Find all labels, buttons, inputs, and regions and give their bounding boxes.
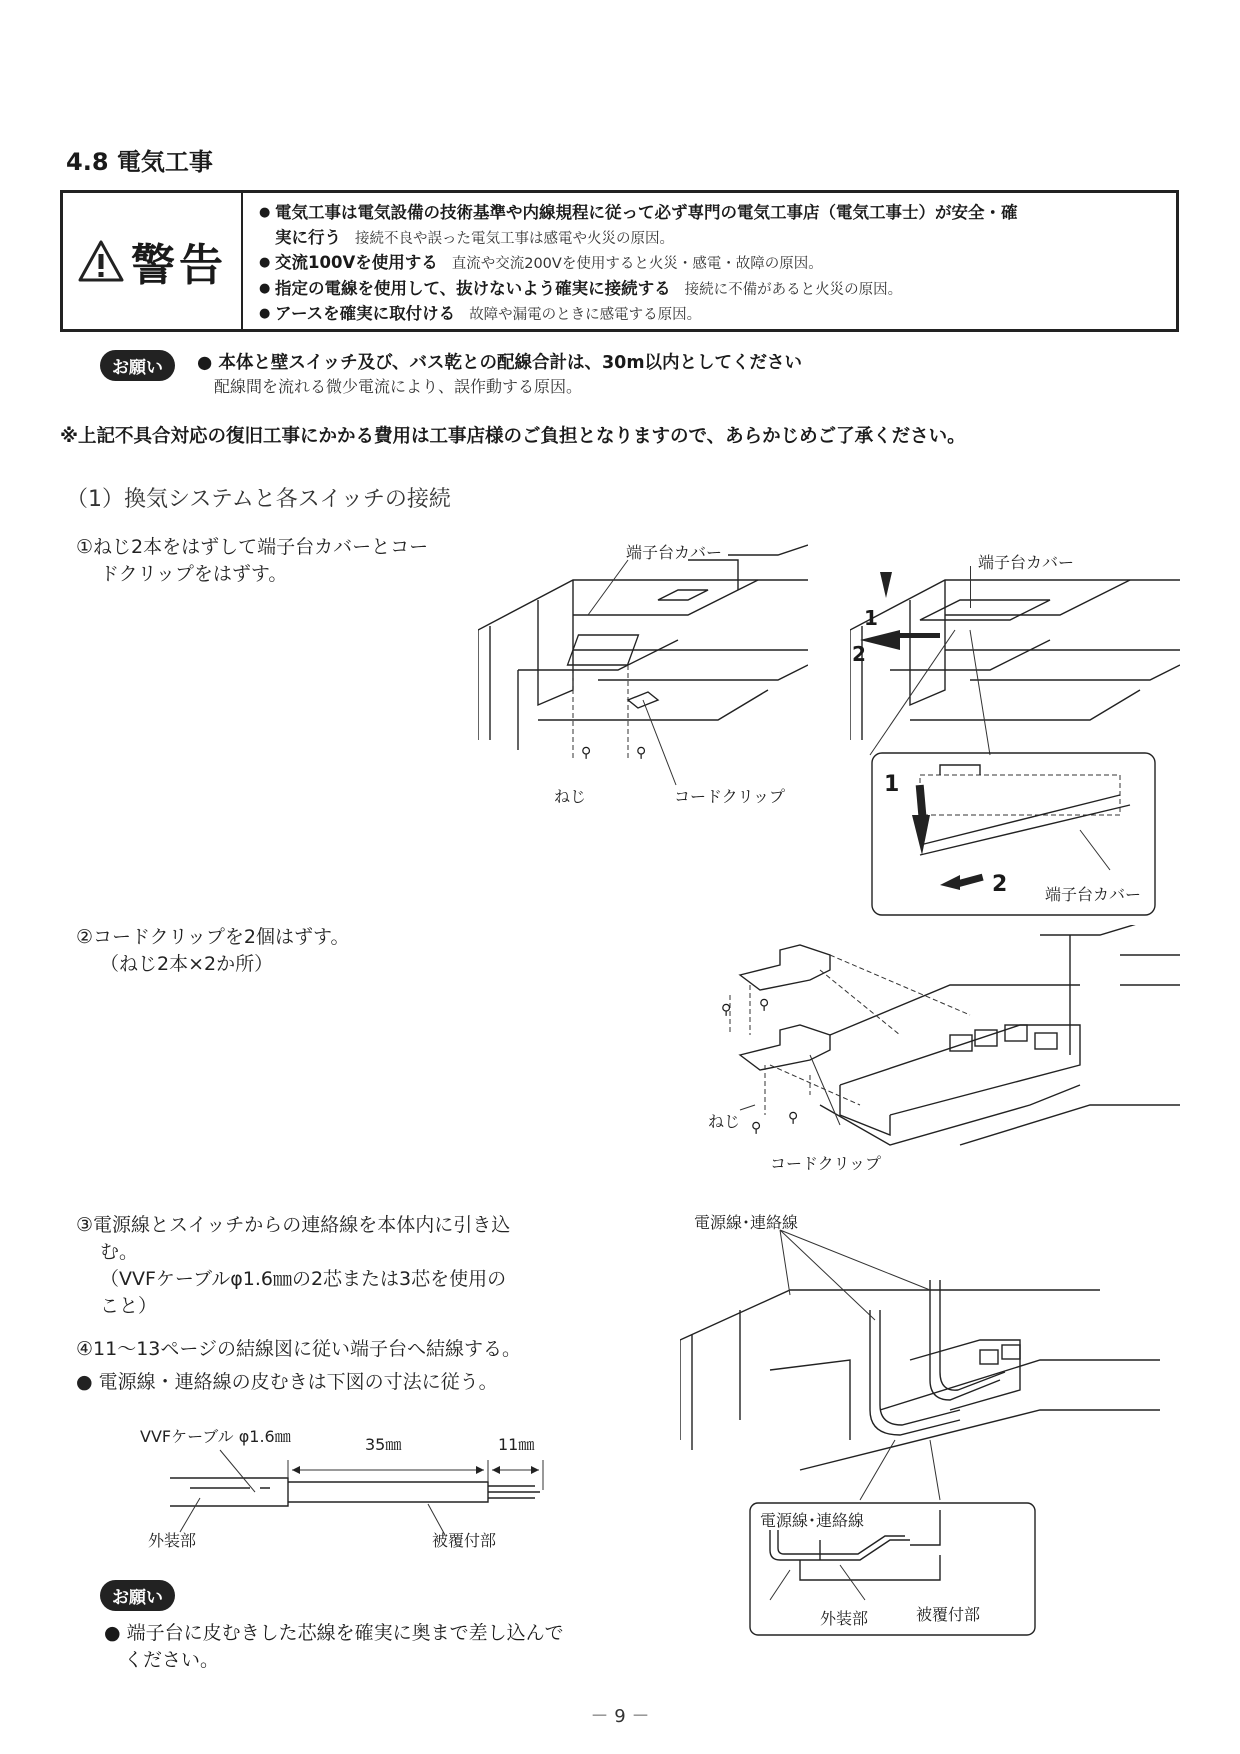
warning-item-bold: 指定の電線を使用して、抜けないよう確実に接続する [275,278,671,298]
figure-clip-removal [700,925,1180,1180]
unit-illustration [680,1210,1180,1640]
fig3-screw-label: ねじ [708,1112,741,1131]
request-main: ● 本体と壁スイッチ及び、バス乾との配線合計は、30m以内としてください [197,353,803,373]
warning-item-bold: 交流100Vを使用する [275,253,438,272]
warning-item-note: 接続不良や誤った電気工事は感電や火災の原因。 [355,230,674,247]
warning-item [259,277,1166,303]
step3-line: こと） [100,1295,158,1317]
coated-part-label: 被覆付部 [432,1531,497,1550]
request-badge-label: お願い [100,1580,175,1611]
screw-icon: ⚲ [759,997,770,1013]
fig1-clip-label: コードクリップ [674,787,786,806]
fig4-coated-label: 被覆付部 [916,1605,981,1624]
cable-label: VVFケーブル φ1.6㎜ [140,1427,291,1446]
screw-icon: ⚲ [721,1002,732,1018]
step1-text [76,534,428,588]
cable-strip-diagram [140,1420,580,1550]
subsection-title: （1）換気システムと各スイッチの接続 [66,487,451,512]
unit-illustration [850,550,1180,920]
step1-line: ドクリップをはずす。 [100,563,288,585]
warning-item-bold: アースを確実に取付ける [275,304,456,323]
warning-item-bold: 実に行う [275,227,341,247]
step3-text [76,1212,510,1320]
fig2-cover-label: 端子台カバー [978,553,1075,572]
step2-line: ②コードクリップを2個はずす。 [76,926,350,948]
warning-item-bold: 電気工事は電気設備の技術基準や内線規程に従って必ず専門の電気工事店（電気工事士）が安全・確 [275,203,1018,222]
warning-triangle-icon [77,239,125,283]
step2-text [76,924,349,978]
fig2-inset-cover-label: 端子台カバー [1045,885,1142,904]
outer-sheath-label: 外装部 [148,1531,197,1550]
section-title: 4.8 電気工事 [66,148,213,176]
warning-item-note: 直流や交流200Vを使用すると火災・感電・故障の原因。 [451,256,823,272]
step-number: 1 [864,606,878,630]
page-number: － 9 － [590,1706,650,1727]
warning-item-note: 接続に不備があると火災の原因。 [684,281,903,298]
warning-label: 警告 [131,240,227,291]
request2-text: ● 端子台に皮むきした芯線を確実に奥まで差し込んで ください。 [104,1620,564,1674]
step4-bullet: 電源線・連絡線の皮むきは下図の寸法に従う。 [98,1371,498,1393]
request-badge [100,1580,175,1611]
request-badge [100,350,175,381]
warning-item [259,201,1166,251]
fig3-clip-label: コードクリップ [770,1154,882,1173]
step3-line: （VVFケーブルφ1.6㎜の2芯または3芯を使用の [100,1268,507,1290]
request-main-text: 本体と壁スイッチ及び、バス乾との配線合計は、30m以内としてください [218,353,803,373]
warning-box [60,190,1179,332]
warning-item [259,251,1166,277]
warning-list [259,201,1166,328]
request2-line: 端子台に皮むきした芯線を確実に奥まで差し込んで [126,1622,564,1644]
request2-line: ください。 [124,1649,220,1671]
dim-11: 11㎜ [498,1435,535,1454]
figure-wire-routing [680,1210,1180,1640]
figure-cover-direction [850,550,1180,920]
warning-item [259,302,1166,328]
unit-illustration [700,925,1180,1180]
step-number: 2 [992,872,1008,897]
step3-line: む。 [100,1241,139,1263]
figure-cover-removal [478,540,808,810]
step1-line: ①ねじ2本をはずして端子台カバーとコー [76,536,429,558]
fig1-cover-label: 端子台カバー [626,543,723,562]
fig4-outer-label: 外装部 [820,1609,869,1628]
request-badge-label: お願い [100,350,175,381]
unit-illustration [478,540,808,810]
screw-icon: ⚲ [751,1120,762,1136]
request-sub: 配線間を流れる微少電流により、誤作動する原因。 [214,377,583,396]
step3-line: ③電源線とスイッチからの連絡線を本体内に引き込 [76,1214,511,1236]
step-number: 1 [884,772,900,797]
fig4-top-label: 電源線･連絡線 [694,1213,799,1232]
leader-line [970,566,972,608]
step4-line: ④11～13ページの結線図に従い端子台へ結線する。 [76,1338,522,1360]
cost-notice: ※上記不具合対応の復旧工事にかかる費用は工事店様のご負担となりますので、あらかじめご了承ください。 [60,426,966,447]
warning-header [63,193,243,329]
screw-icon: ⚲ [636,745,647,761]
fig1-screw-label: ねじ [554,787,587,806]
screw-icon: ⚲ [788,1110,799,1126]
fig4-inset-label: 電源線･連絡線 [760,1511,865,1530]
warning-item-note: 故障や漏電のときに感電する原因。 [469,307,702,323]
screw-icon: ⚲ [581,745,592,761]
step4-text: ④11～13ページの結線図に従い端子台へ結線する。 ● 電源線・連絡線の皮むきは下図の寸法に従う。 [76,1338,522,1393]
step-number: 2 [852,642,866,666]
dim-35: 35㎜ [365,1435,402,1454]
step2-line: （ねじ2本×2か所） [100,953,274,975]
